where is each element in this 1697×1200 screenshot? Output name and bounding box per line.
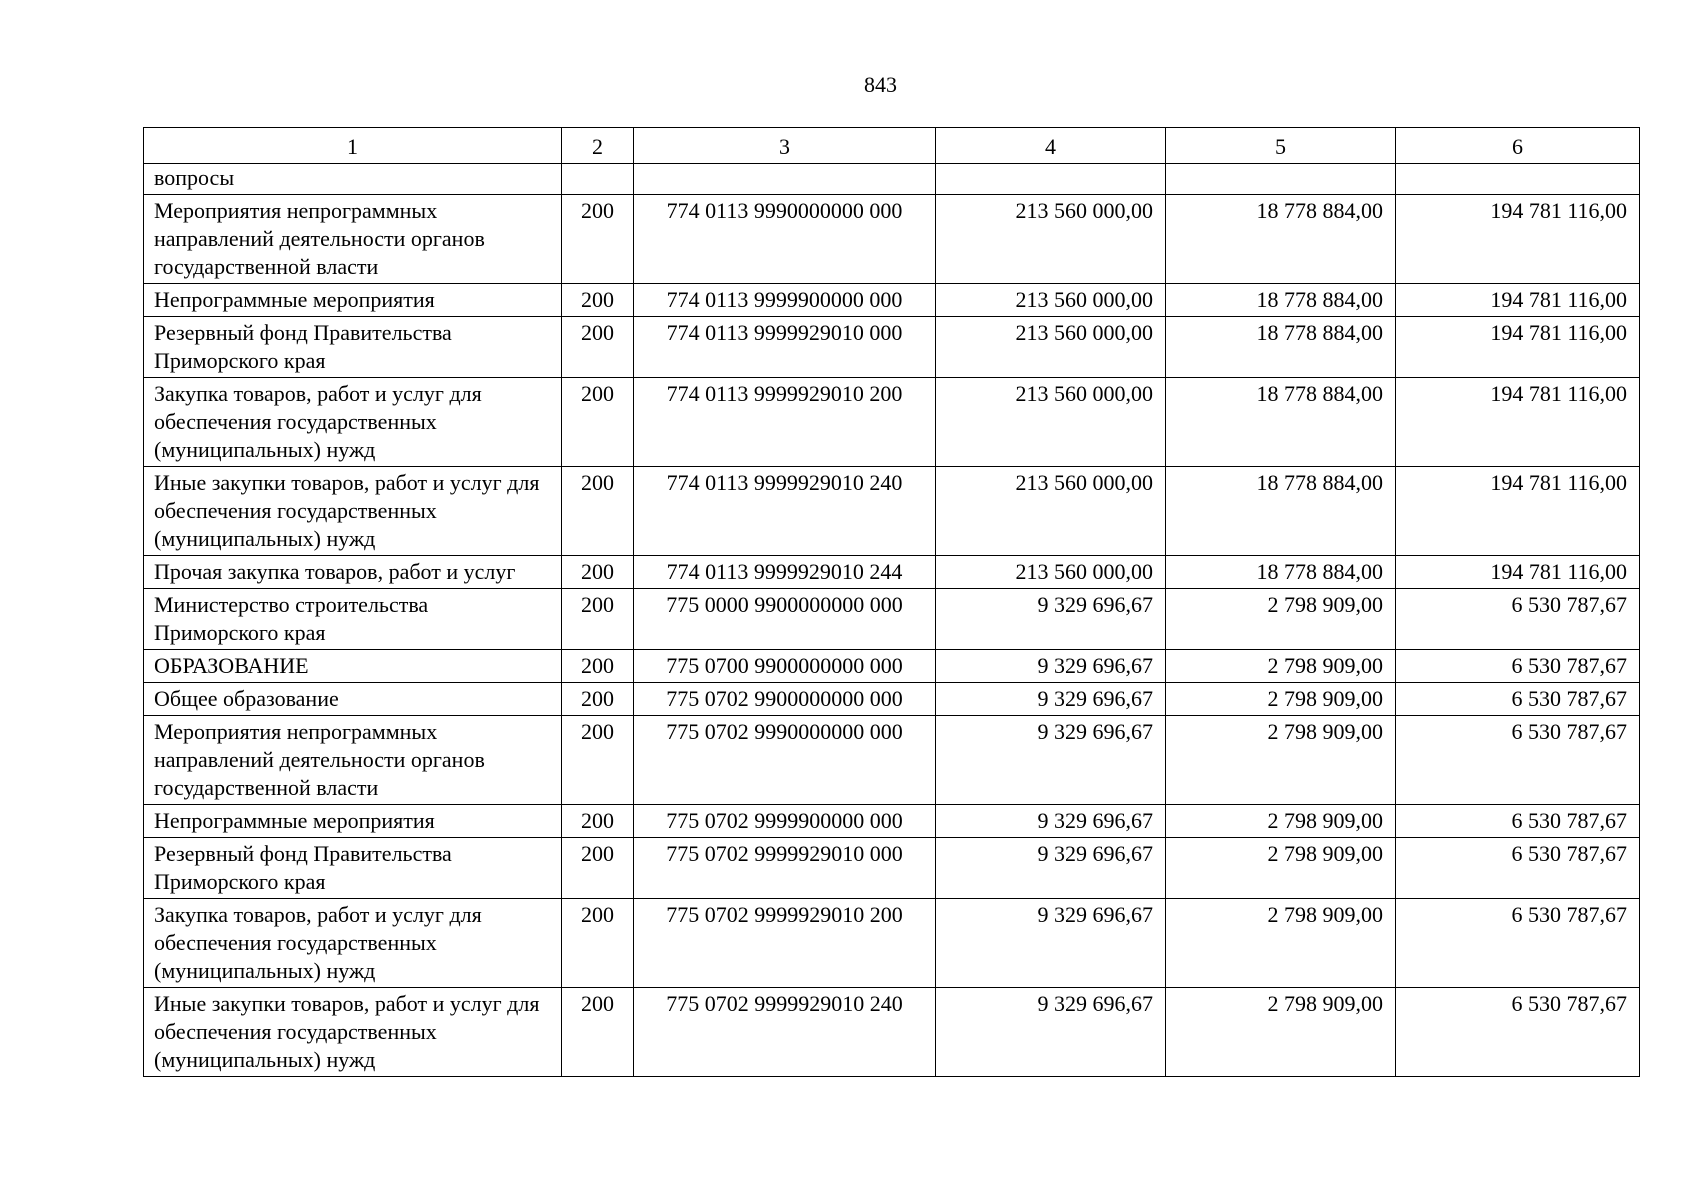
- row-code-cell: 774 0113 9999929010 000: [634, 317, 936, 378]
- row-value-5-cell: [1166, 164, 1396, 195]
- table-row: [144, 650, 1640, 683]
- row-name-cell: Закупка товаров, работ и услуг для обеспечения государственных (муниципальных) нужд: [144, 899, 562, 988]
- row-value-4-cell: 9 329 696,67: [936, 589, 1166, 650]
- table-row: [144, 467, 1640, 556]
- row-value-6-cell: 194 781 116,00: [1396, 195, 1640, 284]
- table-row: [144, 899, 1640, 988]
- row-name-cell: Непрограммные мероприятия: [144, 805, 562, 838]
- row-name-cell: Закупка товаров, работ и услуг для обеспечения государственных (муниципальных) нужд: [144, 378, 562, 467]
- row-value-4-cell: 9 329 696,67: [936, 899, 1166, 988]
- column-header-2: 2: [562, 128, 634, 164]
- row-value-4-cell: 9 329 696,67: [936, 716, 1166, 805]
- row-section-cell: 200: [562, 467, 634, 556]
- row-name-cell: Мероприятия непрограммных направлений деятельности органов государственной власти: [144, 195, 562, 284]
- row-value-5-cell: 18 778 884,00: [1166, 284, 1396, 317]
- row-value-6-cell: 6 530 787,67: [1396, 988, 1640, 1077]
- row-value-4-cell: 213 560 000,00: [936, 467, 1166, 556]
- row-value-6-cell: 194 781 116,00: [1396, 317, 1640, 378]
- row-name-cell: Иные закупки товаров, работ и услуг для обеспечения государственных (муниципальных) нужд: [144, 467, 562, 556]
- row-section-cell: 200: [562, 378, 634, 467]
- row-name-cell: ОБРАЗОВАНИЕ: [144, 650, 562, 683]
- row-section-cell: 200: [562, 716, 634, 805]
- row-code-cell: 775 0702 9999929010 240: [634, 988, 936, 1077]
- row-code-cell: 774 0113 9999929010 200: [634, 378, 936, 467]
- row-value-5-cell: 2 798 909,00: [1166, 805, 1396, 838]
- row-value-6-cell: 6 530 787,67: [1396, 683, 1640, 716]
- row-value-5-cell: 2 798 909,00: [1166, 838, 1396, 899]
- row-value-6-cell: [1396, 164, 1640, 195]
- row-code-cell: 775 0702 9999900000 000: [634, 805, 936, 838]
- row-value-5-cell: 2 798 909,00: [1166, 650, 1396, 683]
- row-name-cell: Прочая закупка товаров, работ и услуг: [144, 556, 562, 589]
- column-header-4: 4: [936, 128, 1166, 164]
- table-row: [144, 317, 1640, 378]
- row-code-cell: 774 0113 9999900000 000: [634, 284, 936, 317]
- row-section-cell: [562, 164, 634, 195]
- row-value-6-cell: 6 530 787,67: [1396, 805, 1640, 838]
- row-value-6-cell: 194 781 116,00: [1396, 556, 1640, 589]
- row-name-cell: Министерство строительства Приморского края: [144, 589, 562, 650]
- row-section-cell: 200: [562, 589, 634, 650]
- table-row: [144, 805, 1640, 838]
- row-value-5-cell: 2 798 909,00: [1166, 988, 1396, 1077]
- row-value-4-cell: 9 329 696,67: [936, 650, 1166, 683]
- row-code-cell: 775 0702 9900000000 000: [634, 683, 936, 716]
- row-section-cell: 200: [562, 899, 634, 988]
- row-name-cell: Резервный фонд Правительства Приморского края: [144, 838, 562, 899]
- table-header-row: [144, 128, 1640, 164]
- row-value-6-cell: 6 530 787,67: [1396, 589, 1640, 650]
- row-value-6-cell: 6 530 787,67: [1396, 716, 1640, 805]
- row-section-cell: 200: [562, 988, 634, 1077]
- row-code-cell: 775 0702 9999929010 200: [634, 899, 936, 988]
- row-value-6-cell: 6 530 787,67: [1396, 899, 1640, 988]
- row-section-cell: 200: [562, 195, 634, 284]
- row-code-cell: 774 0113 9999929010 240: [634, 467, 936, 556]
- row-code-cell: 774 0113 9999929010 244: [634, 556, 936, 589]
- row-value-4-cell: [936, 164, 1166, 195]
- row-section-cell: 200: [562, 683, 634, 716]
- table-row: [144, 378, 1640, 467]
- budget-table: [143, 127, 1640, 1077]
- row-value-5-cell: 2 798 909,00: [1166, 683, 1396, 716]
- table-row: [144, 164, 1640, 195]
- table-row: [144, 988, 1640, 1077]
- row-name-cell: Резервный фонд Правительства Приморского края: [144, 317, 562, 378]
- table-row: [144, 556, 1640, 589]
- row-code-cell: 775 0000 9900000000 000: [634, 589, 936, 650]
- row-value-5-cell: 18 778 884,00: [1166, 378, 1396, 467]
- row-value-4-cell: 213 560 000,00: [936, 284, 1166, 317]
- table-row: [144, 838, 1640, 899]
- column-header-3: 3: [634, 128, 936, 164]
- table-row: [144, 716, 1640, 805]
- row-value-6-cell: 194 781 116,00: [1396, 284, 1640, 317]
- row-code-cell: 775 0702 9999929010 000: [634, 838, 936, 899]
- row-value-5-cell: 2 798 909,00: [1166, 716, 1396, 805]
- row-section-cell: 200: [562, 838, 634, 899]
- row-code-cell: 774 0113 9990000000 000: [634, 195, 936, 284]
- row-value-4-cell: 9 329 696,67: [936, 805, 1166, 838]
- page-number: 843: [864, 72, 897, 97]
- row-name-cell: Общее образование: [144, 683, 562, 716]
- column-header-5: 5: [1166, 128, 1396, 164]
- row-value-4-cell: 213 560 000,00: [936, 378, 1166, 467]
- row-value-4-cell: 9 329 696,67: [936, 988, 1166, 1077]
- table-row: [144, 589, 1640, 650]
- row-section-cell: 200: [562, 556, 634, 589]
- row-code-cell: 775 0702 9990000000 000: [634, 716, 936, 805]
- row-value-6-cell: 194 781 116,00: [1396, 378, 1640, 467]
- row-name-cell: вопросы: [144, 164, 562, 195]
- table-row: [144, 683, 1640, 716]
- row-value-4-cell: 213 560 000,00: [936, 317, 1166, 378]
- row-code-cell: 775 0700 9900000000 000: [634, 650, 936, 683]
- row-value-5-cell: 18 778 884,00: [1166, 556, 1396, 589]
- table-row: [144, 284, 1640, 317]
- row-value-4-cell: 9 329 696,67: [936, 683, 1166, 716]
- row-value-4-cell: 213 560 000,00: [936, 556, 1166, 589]
- row-name-cell: Непрограммные мероприятия: [144, 284, 562, 317]
- row-section-cell: 200: [562, 650, 634, 683]
- row-value-5-cell: 2 798 909,00: [1166, 589, 1396, 650]
- row-value-6-cell: 194 781 116,00: [1396, 467, 1640, 556]
- row-value-4-cell: 213 560 000,00: [936, 195, 1166, 284]
- row-value-5-cell: 18 778 884,00: [1166, 317, 1396, 378]
- table-row: [144, 195, 1640, 284]
- row-section-cell: 200: [562, 805, 634, 838]
- column-header-6: 6: [1396, 128, 1640, 164]
- row-value-5-cell: 18 778 884,00: [1166, 467, 1396, 556]
- row-section-cell: 200: [562, 317, 634, 378]
- row-section-cell: 200: [562, 284, 634, 317]
- row-value-6-cell: 6 530 787,67: [1396, 650, 1640, 683]
- row-value-4-cell: 9 329 696,67: [936, 838, 1166, 899]
- row-name-cell: Мероприятия непрограммных направлений деятельности органов государственной власти: [144, 716, 562, 805]
- row-value-5-cell: 18 778 884,00: [1166, 195, 1396, 284]
- row-name-cell: Иные закупки товаров, работ и услуг для обеспечения государственных (муниципальных) нужд: [144, 988, 562, 1077]
- row-code-cell: [634, 164, 936, 195]
- row-value-5-cell: 2 798 909,00: [1166, 899, 1396, 988]
- column-header-1: 1: [144, 128, 562, 164]
- row-value-6-cell: 6 530 787,67: [1396, 838, 1640, 899]
